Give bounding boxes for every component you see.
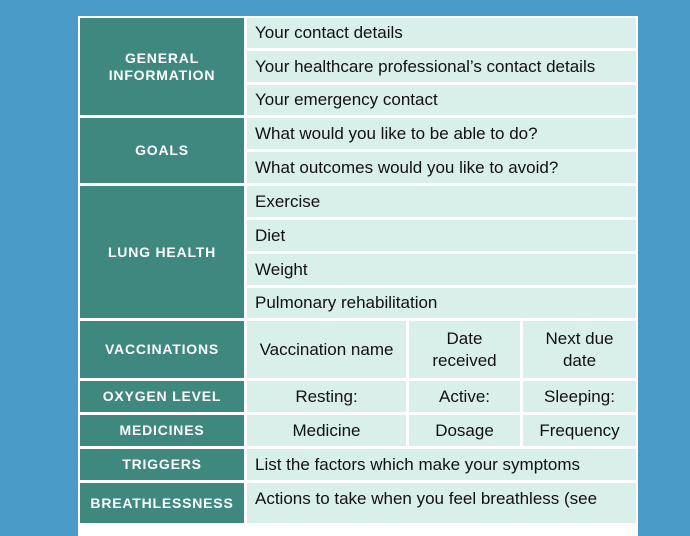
general-healthcare-contact: Your healthcare professional’s contact details [247,51,636,82]
lung-exercise: Exercise [247,186,636,217]
general-emergency-contact: Your emergency contact [247,85,636,115]
section-breathlessness: BREATHLESSNESS [80,483,244,523]
oxygen-active: Active: [409,381,520,412]
breathlessness-text: Actions to take when you feel breathless (see [247,483,636,523]
section-general-information: GENERAL INFORMATION [80,18,244,115]
vaccination-date-received-header: Date received [409,321,520,378]
general-contact-details: Your contact details [247,18,636,48]
frequency-header: Frequency [523,415,636,446]
vaccination-next-due-header: Next due date [523,321,636,378]
section-medicines: MEDICINES [80,415,244,446]
triggers-text: List the factors which make your symptoms [247,449,636,480]
lung-diet: Diet [247,220,636,251]
dosage-header: Dosage [409,415,520,446]
goal-able-to-do: What would you like to be able to do? [247,118,636,149]
oxygen-resting: Resting: [247,381,406,412]
vaccination-name-header: Vaccination name [247,321,406,378]
medicine-header: Medicine [247,415,406,446]
section-triggers: TRIGGERS [80,449,244,480]
goal-outcomes-avoid: What outcomes would you like to avoid? [247,152,636,183]
section-vaccinations: VACCINATIONS [80,321,244,378]
lung-weight: Weight [247,254,636,285]
oxygen-sleeping: Sleeping: [523,381,636,412]
section-goals: GOALS [80,118,244,183]
lung-pulmonary-rehab: Pulmonary rehabilitation [247,288,636,318]
section-oxygen-level: OXYGEN LEVEL [80,381,244,412]
section-lung-health: LUNG HEALTH [80,186,244,318]
